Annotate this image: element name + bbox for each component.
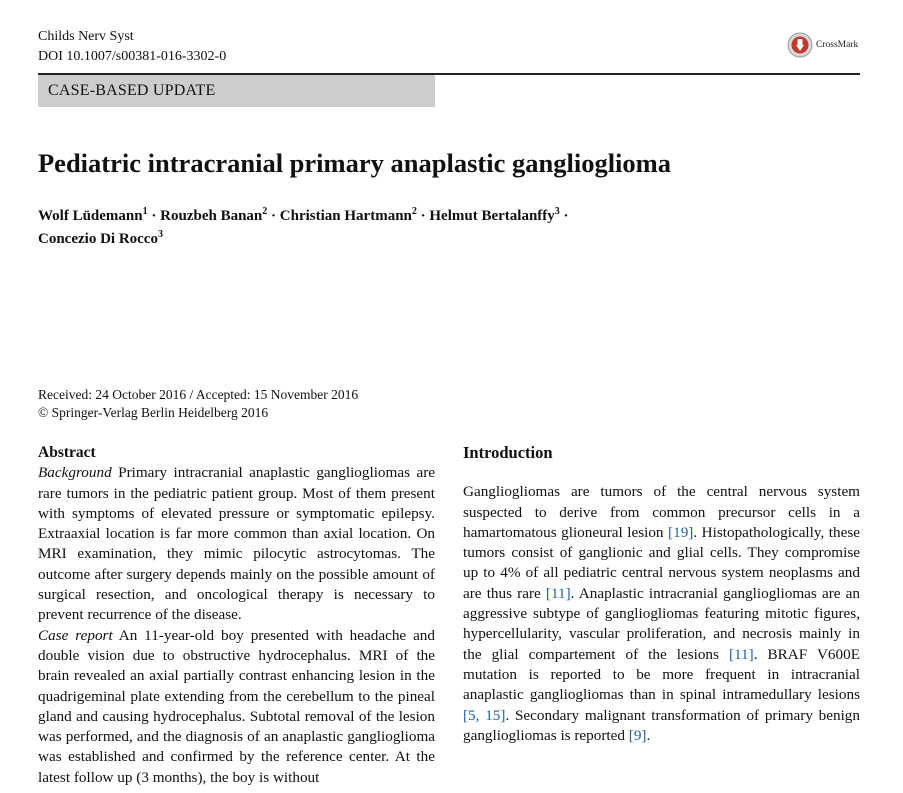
author[interactable]: Helmut Bertalanffy$^3$ (429, 206, 560, 224)
abstract-section (38, 443, 435, 788)
crossmark-icon (787, 32, 813, 58)
citation-link[interactable]: [11] (728, 645, 754, 663)
journal-header (38, 27, 226, 67)
article-category: CASE-BASED UPDATE (38, 75, 435, 107)
copyright: © Springer-Verlag Berlin Heidelberg 2016 (38, 405, 269, 420)
citation-link[interactable]: [5, 15] (463, 706, 506, 724)
background-text: Primary intracranial anaplastic gangliogliomas are rare tumors in the pediatric patient group. Most of them present with symptoms of elevated pressure or symptomatic epilepsy. Extraaxial location is far more common than axial location. On MRI examination, they mimic pilocytic astrocytomas. The outcome after surgery depends mainly on the possible amount of surgical resection, and oncological therapy is necessary to prevent recurrence of the disease. (38, 464, 435, 624)
introduction-heading: Introduction (463, 443, 553, 462)
abstract-background (38, 463, 435, 625)
author[interactable]: Rouzbeh Banan$^2$ (160, 206, 268, 224)
article-title: Pediatric intracranial primary anaplastic ganglioglioma (38, 148, 671, 178)
doi[interactable]: DOI 10.1007/s00381-016-3302-0 (38, 49, 227, 64)
citation-link[interactable]: [19] (668, 523, 694, 541)
background-label: Background (38, 464, 112, 482)
crossmark-badge[interactable] (787, 32, 858, 58)
received-accepted: Received: 24 October 2016 / Accepted: 15 November 2016 (38, 387, 359, 402)
author-list: Wolf Lüdemann$^1$ · Rouzbeh Banan$^2$ · Christian Hartmann$^2$ · Helmut Bertalanffy$^3$ · Concezio Di Rocco$^3$ (38, 206, 569, 247)
case-report-text: An 11-year-old boy presented with headache and double vision due to obstructive hydrocephalus. MRI of the brain revealed an axial partially contrast enhancing lesion in the quadrigeminal plate extending from the cerebellum to the pineal gland and causing hydrocephalus. Subtotal removal of the lesion was performed, and the diagnosis of an anaplastic ganglioglioma was established and confirmed by the reference center. At the latest follow up (3 months), the boy is without (38, 626, 435, 786)
article-dates (38, 386, 358, 422)
intro-text-segment: . Secondary malignant transformation of primary benign gangliogliomas is reported (463, 706, 860, 744)
citation-link[interactable]: [11] (545, 584, 571, 602)
author[interactable]: Concezio Di Rocco$^3$ (38, 229, 163, 247)
introduction-section (463, 443, 860, 761)
journal-name: Childs Nerv Syst (38, 29, 134, 44)
intro-text-segment: . (646, 726, 651, 744)
intro-text-segment: Gangliogliomas are tumors of the central nervous system suspected to derive from common precursor cells in a hamartomatous glioneural lesion (463, 483, 860, 541)
citation-link[interactable]: [9] (628, 726, 647, 744)
intro-text-segment: . Anaplastic intracranial gangliogliomas are an aggressive subtype of gangliogliomas featuring mitotic figures, hypercellularity, vascular proliferation, and necrosis mainly in the glial compartement of the lesions (463, 584, 860, 663)
intro-text-segment: . Histopathologically, these tumors consist of ganglionic and glial cells. They compromise up to 4% of all pediatric central nervous system neoplasms and are thus rare (463, 523, 861, 602)
abstract-case-report (38, 626, 435, 788)
abstract-heading: Abstract (38, 444, 96, 461)
intro-text-segment: . BRAF V600E mutation is reported to be more frequent in intracranial anaplastic gangliogliomas than in spinal intramedullary lesions (463, 645, 860, 704)
author[interactable]: Wolf Lüdemann$^1$ (38, 206, 148, 224)
case-report-label: Case report (38, 626, 113, 644)
crossmark-label: CrossMark (816, 40, 859, 50)
introduction-text (463, 482, 860, 746)
author[interactable]: Christian Hartmann$^2$ (279, 206, 417, 224)
